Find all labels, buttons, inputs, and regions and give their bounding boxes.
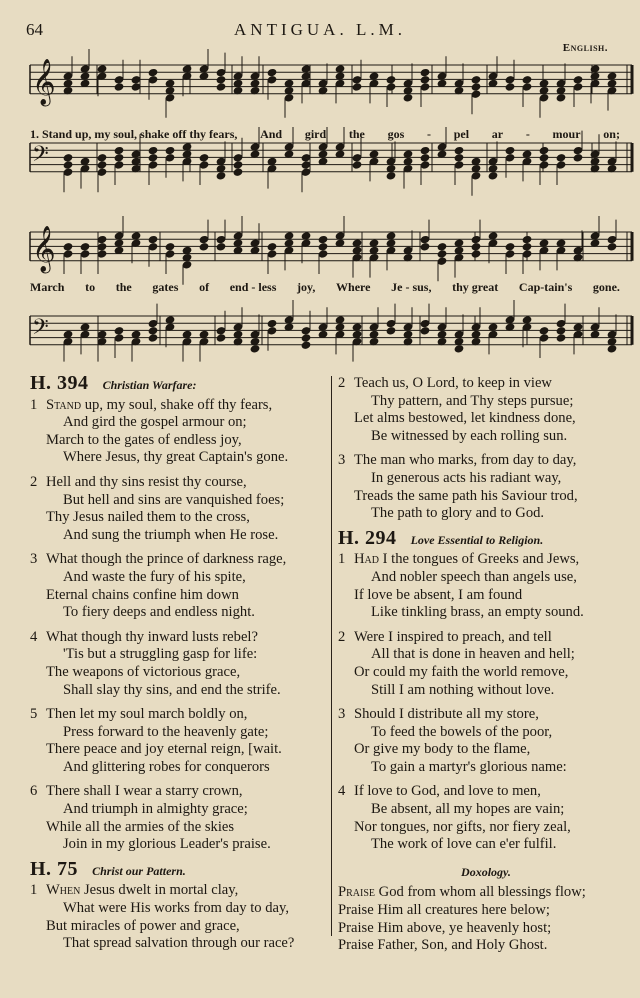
note-head	[471, 90, 481, 98]
note-head	[114, 327, 124, 335]
verse	[30, 882, 326, 952]
note-head	[301, 161, 311, 169]
verse-line: And gird the gospel armour on;	[63, 414, 247, 431]
note-head	[420, 154, 430, 162]
column-divider	[331, 376, 332, 936]
note-head	[386, 76, 396, 84]
verse-number: 4	[338, 783, 346, 800]
note-head	[454, 345, 464, 353]
lyric-syllable: the	[348, 127, 365, 141]
verse-line: Thy pattern, and Thy steps pursue;	[371, 392, 574, 409]
verse-line: 4 If love to God, and love to men,	[338, 783, 541, 800]
verse-line: If love be absent, I am found	[354, 586, 523, 603]
verse-line: March to the gates of endless joy,	[46, 431, 242, 448]
lyric-syllable: gird	[304, 127, 327, 141]
note-head	[471, 83, 481, 91]
bar-lines	[30, 65, 632, 345]
lyric-syllable: gates	[152, 280, 179, 294]
verse-number: 3	[338, 706, 346, 723]
staff-lines	[30, 65, 632, 345]
verse-line: 1 Had I the tongues of Greeks and Jews,	[338, 551, 580, 568]
tune-source: English.	[562, 42, 608, 54]
verse-line: There peace and joy eternal reign, [wait.	[46, 741, 282, 758]
note-head	[97, 235, 107, 243]
verse-line: But miracles of power and grace,	[46, 917, 240, 934]
note-head	[573, 154, 583, 162]
note-head	[216, 235, 226, 243]
verse-line: Or give my body to the flame,	[354, 741, 531, 758]
note-head	[114, 161, 124, 169]
verse	[30, 397, 326, 467]
verse-line: 4 What though thy inward lusts rebel?	[30, 628, 258, 645]
note-head	[267, 319, 277, 327]
verse-line: Let alms bestowed, let kindness done,	[354, 410, 576, 427]
note-head	[437, 257, 447, 265]
note-head	[505, 146, 515, 154]
note-head	[148, 327, 158, 335]
verse-number: 2	[30, 473, 38, 490]
music-lyrics-line-1	[30, 127, 620, 142]
note-head	[471, 250, 481, 258]
note-head	[80, 250, 90, 258]
verse-line: 1 Stand up, my soul, shake off thy fears,	[30, 396, 273, 413]
note-head	[216, 172, 226, 180]
note-head	[148, 235, 158, 243]
note-head	[386, 172, 396, 180]
lyric-syllable: thy great	[452, 280, 499, 294]
verse-line: Or could my faith the world remove,	[354, 663, 569, 680]
note-head	[505, 76, 515, 84]
lyric-syllable: gone.	[592, 280, 620, 294]
verse-line: Be absent, all my hopes are vain;	[371, 801, 565, 818]
verse-line: Like tinkling brass, an empty sound.	[371, 604, 584, 621]
note-head	[420, 243, 430, 251]
doxology-title: Doxology.	[461, 864, 511, 879]
hymn-number: H. 294	[338, 526, 397, 549]
verse-line: 6 There shall I wear a starry crown,	[30, 783, 243, 800]
note-head	[420, 327, 430, 335]
verse-line: And triumph in almighty grace;	[63, 801, 248, 818]
verse-first-word: Praise	[338, 884, 376, 901]
note-head	[607, 235, 617, 243]
note-head	[318, 250, 328, 258]
verse-line: Join in my glorious Leader's praise.	[63, 836, 271, 853]
verse-line: Eternal chains confine him down	[46, 586, 239, 603]
note-head	[539, 334, 549, 342]
hymn-number: H. 75	[30, 857, 79, 880]
note-head	[352, 154, 362, 162]
note-head	[233, 154, 243, 162]
note-head	[165, 146, 175, 154]
verse-line: In generous acts his radiant way,	[371, 469, 562, 486]
note-head	[607, 243, 617, 251]
note-head	[539, 94, 549, 102]
verse	[338, 375, 634, 445]
note-head	[148, 243, 158, 251]
lyric-syllable: ar	[491, 127, 504, 141]
lyric-syllable: joy,	[297, 280, 316, 294]
verse-line: Where Jesus, thy great Captain's gone.	[63, 449, 289, 466]
note-head	[301, 154, 311, 162]
note-head	[80, 243, 90, 251]
hymn-verses	[338, 551, 634, 854]
lyric-syllable: the	[115, 280, 132, 294]
note-head	[522, 243, 532, 251]
verse-line: To fiery deeps and endless night.	[63, 604, 255, 621]
doxology-text	[338, 884, 634, 954]
verse-line: But hell and sins are vanquished foes;	[63, 491, 285, 508]
note-head	[199, 243, 209, 251]
verse-number: 4	[30, 628, 38, 645]
hymn-number: H. 394	[30, 372, 89, 394]
note-head	[556, 94, 566, 102]
note-head	[97, 168, 107, 176]
verse-number: 1	[30, 396, 38, 413]
note-head	[131, 83, 141, 91]
note-head	[301, 334, 311, 342]
verse-line: And sung the triumph when He rose.	[63, 526, 279, 543]
note-head	[233, 168, 243, 176]
doxology-line: Praise Him all creatures here below;	[338, 902, 550, 919]
verse-line: Be witnessed by each rolling sun.	[371, 427, 568, 444]
verse	[338, 551, 634, 621]
verse-line: To gain a martyr's glorious name:	[371, 758, 567, 775]
note-head	[97, 250, 107, 258]
lyric-syllable: 1. Stand up, my soul, shake off thy fears,	[30, 127, 238, 141]
music-lyrics-line-2	[30, 280, 620, 295]
note-head	[539, 154, 549, 162]
note-head	[420, 68, 430, 76]
note-head	[420, 146, 430, 154]
note-head	[165, 94, 175, 102]
note-head	[522, 76, 532, 84]
note-head	[114, 154, 124, 162]
note-head	[148, 146, 158, 154]
note-head	[539, 146, 549, 154]
note-head	[505, 154, 515, 162]
note-head	[216, 83, 226, 91]
page-number: 64	[26, 20, 43, 39]
verse	[338, 783, 634, 853]
verse-number: 2	[338, 375, 346, 391]
note-head	[420, 161, 430, 169]
verse-line: 2 Hell and thy sins resist thy course,	[30, 473, 247, 490]
verse	[338, 452, 634, 522]
verse-line: That spread salvation through our race?	[63, 935, 295, 952]
note-head	[318, 235, 328, 243]
note-head	[114, 76, 124, 84]
verse-line: The work of love can e'er fulfil.	[371, 836, 557, 853]
note-head	[437, 243, 447, 251]
note-head	[471, 235, 481, 243]
note-head	[63, 168, 73, 176]
verse	[30, 474, 326, 544]
note-head	[573, 76, 583, 84]
note-head	[301, 327, 311, 335]
note-head	[386, 319, 396, 327]
bass-clef: 𝄢	[32, 315, 49, 345]
note-head	[165, 243, 175, 251]
lyric-syllable: of	[199, 280, 210, 294]
note-head	[148, 76, 158, 84]
verse-number: 6	[30, 783, 38, 800]
note-head	[165, 154, 175, 162]
note-head	[114, 334, 124, 342]
note-head	[556, 161, 566, 169]
lyric-syllable: Cap-tain's	[518, 280, 573, 294]
note-head	[471, 76, 481, 84]
verse-first-word: Stand	[46, 396, 82, 413]
note-head	[437, 250, 447, 258]
lyric-syllable: March	[30, 280, 65, 294]
verse-line: What were His works from day to day,	[63, 900, 290, 917]
note-head	[352, 83, 362, 91]
note-head	[539, 161, 549, 169]
note-head	[216, 334, 226, 342]
note-head	[556, 327, 566, 335]
lyric-syllable: -	[427, 127, 431, 141]
left-column	[30, 372, 326, 960]
lyric-syllable: Where	[336, 280, 371, 294]
note-head	[352, 76, 362, 84]
lyric-syllable: And	[260, 127, 283, 141]
music-score	[0, 0, 640, 372]
verse-line: Nor tongues, nor gifts, nor fiery zeal,	[354, 818, 571, 835]
verse	[30, 783, 326, 853]
lyric-syllable: pel	[453, 127, 470, 141]
hymn-verses	[30, 882, 326, 952]
treble-clef: 𝄞	[32, 226, 56, 272]
verse	[30, 706, 326, 776]
note-head	[267, 250, 277, 258]
note-head	[148, 154, 158, 162]
verse-number: 5	[30, 706, 38, 723]
note-head	[386, 83, 396, 91]
note-head	[97, 154, 107, 162]
note-head	[420, 83, 430, 91]
note-head	[97, 243, 107, 251]
verse-line: To feed the bowels of the poor,	[371, 723, 553, 740]
verse-line: The path to glory and to God.	[371, 505, 545, 522]
verse-line: 2 Were I inspired to preach, and tell	[338, 628, 552, 645]
note-head	[505, 250, 515, 258]
verse-line: 2 Teach us, O Lord, to keep in view	[338, 375, 552, 391]
note-head	[148, 68, 158, 76]
clefs	[32, 59, 56, 345]
note-head	[556, 319, 566, 327]
doxology-line: Praise God from whom all blessings flow;	[338, 884, 586, 901]
note-head	[607, 345, 617, 353]
note-head	[267, 327, 277, 335]
verse-number: 3	[338, 452, 346, 469]
doxology-line: Praise Father, Son, and Holy Ghost.	[338, 937, 548, 954]
verse-line: 5 Then let my soul march boldly on,	[30, 706, 248, 723]
note-head	[573, 146, 583, 154]
verse-line: All that is done in heaven and hell;	[371, 646, 575, 663]
verse-line: Press forward to the heavenly gate;	[63, 723, 269, 740]
note-head	[454, 161, 464, 169]
verse	[30, 551, 326, 621]
verse	[30, 629, 326, 699]
note-head	[131, 76, 141, 84]
verse-first-word: Had	[354, 551, 379, 568]
verse-line: 1 When Jesus dwelt in mortal clay,	[30, 882, 239, 899]
note-head	[522, 235, 532, 243]
note-head	[522, 83, 532, 91]
note-head	[182, 261, 192, 269]
hymn-verses	[30, 397, 326, 854]
note-head	[114, 83, 124, 91]
verse-line: And nobler speech than angels use,	[371, 568, 577, 585]
lyric-syllable: Je - sus,	[391, 280, 432, 294]
note-head	[556, 334, 566, 342]
note-head	[454, 146, 464, 154]
note-head	[318, 243, 328, 251]
note-head	[505, 83, 515, 91]
note-head	[148, 334, 158, 342]
verse-line: The weapons of victorious grace,	[46, 663, 241, 680]
note-head	[233, 161, 243, 169]
right-column	[338, 375, 634, 955]
verse-line: And waste the fury of his spite,	[63, 568, 246, 585]
lyric-syllable: to	[85, 280, 96, 294]
lyric-syllable: gos	[387, 127, 405, 141]
treble-clef: 𝄞	[32, 59, 56, 105]
hymn-subtitle: Love Essential to Religion.	[410, 532, 544, 547]
note-head	[301, 341, 311, 349]
note-head	[471, 243, 481, 251]
note-head	[352, 161, 362, 169]
note-head	[63, 154, 73, 162]
note-head	[148, 161, 158, 169]
lyric-syllable: -	[525, 127, 530, 141]
note-head	[505, 243, 515, 251]
verse-line: Still I am nothing without love.	[371, 681, 555, 698]
note-head	[250, 345, 260, 353]
note-head	[522, 250, 532, 258]
verse	[338, 629, 634, 699]
verse-number: 2	[338, 628, 346, 645]
hymn-subtitle: Christ our Pattern.	[92, 863, 186, 878]
notes	[63, 49, 617, 362]
verse	[338, 706, 634, 776]
note-head	[301, 168, 311, 176]
note-head	[165, 250, 175, 258]
note-head	[403, 94, 413, 102]
verse-number: 3	[30, 551, 38, 568]
verse-line: 'Tis but a struggling gasp for life:	[63, 646, 258, 663]
note-head	[63, 243, 73, 251]
verse-line: 3 Should I distribute all my store,	[338, 706, 539, 723]
bass-clef: 𝄢	[32, 142, 49, 172]
lyric-syllable: on;	[603, 127, 620, 141]
verse-line: 3 The man who marks, from day to day,	[338, 452, 577, 469]
note-head	[267, 243, 277, 251]
hymn-subtitle: Christian Warfare:	[102, 378, 197, 392]
note-head	[63, 161, 73, 169]
hymn-heading	[30, 857, 326, 881]
doxology-line: Praise Him above, ye heavenly host;	[338, 919, 552, 936]
note-head	[471, 172, 481, 180]
verse-line: While all the armies of the skies	[46, 818, 235, 835]
note-head	[420, 76, 430, 84]
note-head	[114, 146, 124, 154]
note-head	[267, 68, 277, 76]
note-head	[420, 319, 430, 327]
note-head	[97, 161, 107, 169]
hymn-heading	[338, 526, 634, 550]
note-head	[539, 327, 549, 335]
hymn-heading	[30, 372, 326, 395]
verse-line: Thy Jesus nailed them to the cross,	[46, 509, 250, 526]
lyric-syllable: mour	[552, 127, 581, 141]
note-head	[63, 250, 73, 258]
verse-line: Treads the same path his Saviour trod,	[354, 487, 578, 504]
note-head	[199, 154, 209, 162]
verse-number: 1	[338, 551, 346, 568]
note-head	[488, 172, 498, 180]
note-head	[148, 319, 158, 327]
note-head	[199, 235, 209, 243]
note-head	[386, 327, 396, 335]
note-head	[267, 76, 277, 84]
note-head	[216, 243, 226, 251]
note-head	[216, 76, 226, 84]
verse-line: Shall slay thy sins, and end the strife.	[63, 681, 281, 698]
verse-line: 3 What though the prince of darkness rage,	[30, 551, 287, 568]
hymn-verses	[338, 375, 634, 523]
note-head	[199, 161, 209, 169]
note-head	[556, 154, 566, 162]
note-head	[216, 68, 226, 76]
note-head	[284, 94, 294, 102]
note-head	[216, 327, 226, 335]
verse-first-word: When	[46, 882, 81, 899]
note-head	[420, 235, 430, 243]
verse-line: And glittering robes for conquerors	[63, 758, 270, 775]
note-head	[573, 83, 583, 91]
tune-title: ANTIGUA. L.M.	[234, 20, 406, 39]
verse-number: 1	[30, 882, 38, 899]
note-head	[454, 154, 464, 162]
lyric-syllable: end - less	[229, 280, 277, 294]
